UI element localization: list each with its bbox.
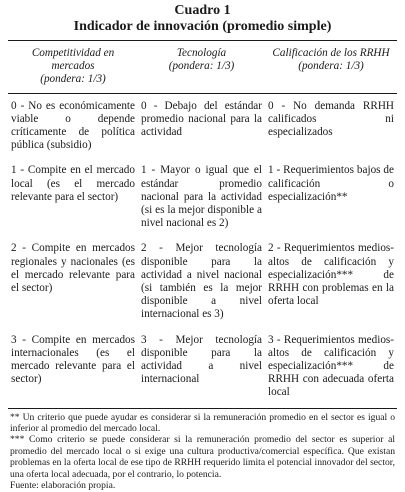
table-cell: 0 - Debajo del estándar promedio nacional para la actividad <box>141 99 262 139</box>
table-title <box>8 0 397 35</box>
header-weight: (pondera: 1/3) <box>298 60 364 73</box>
table-cell: 0 - No es económicamente viable o depende críticamente de política pública (subsidio) <box>11 99 135 152</box>
table-cell: 2 - Mejor tecnología disponible para la actividad a nivel nacional (si también es la mejor disponible a nivel internacional es 3) <box>141 242 262 321</box>
table-cell: 3 - Mejor tecnología disponible para la actividad a nivel internacional <box>141 333 262 386</box>
table-cell: 1 - Mayor o igual que el estándar promedio nacional para la actividad (si es la mejor disponible a nivel nacional es 2) <box>141 164 262 230</box>
header-weight: (pondera: 1/3) <box>168 60 235 73</box>
table-cell: 2 - Compite en mercados regionales y nacionales (es el mercado relevante para el sector) <box>11 242 135 295</box>
source-note: Fuente: elaboración propia. <box>10 480 116 492</box>
header-name: Tecnología <box>176 47 227 59</box>
header-tecnologia <box>138 41 265 93</box>
header-row <box>8 41 397 93</box>
table-row <box>8 330 397 409</box>
table-notes <box>8 409 397 492</box>
table-cell: 1 - Compite en el mercado local (es el mercado relevante para el sector) <box>11 164 135 203</box>
table-cell: 3 - Requerimientos medios-altos de calificación y especialización*** de RRHH con adecuada oferta local <box>268 333 394 399</box>
table-row <box>8 93 397 160</box>
table-cell: 1 - Requerimientos bajos de calificación o especialización** <box>268 164 394 203</box>
innovation-indicator-table <box>8 41 397 409</box>
table-cell: 2 - Requerimientos medios-altos de calificación y especialización*** de RRHH con problemas en la oferta local <box>268 242 394 308</box>
table-caption: Indicador de innovación (promedio simple) <box>73 19 332 34</box>
header-name: Competitividad en mercados <box>31 47 115 73</box>
footnote-double-asterisk: ** Un criterio que puede ayudar es considerar si la remuneración promedio en el sector es igual o inferior al promedio del mercado local. <box>10 411 395 435</box>
footnote-triple-asterisk: *** Como criterio se puede considerar si la remuneración promedio del sector es superior al promedio del mercado local o si exige una cultura productiva/comercial específica. Que existan problemas en la oferta local de ese tipo de RRHH requerido limita el potencial innovador del sector, una oferta local adecuada, por el contrario, lo potencia. <box>10 434 395 480</box>
table-row <box>8 238 397 329</box>
table-cell: 3 - Compite en mercados internacionales (es el mercado relevante para el sector) <box>11 333 135 386</box>
header-weight: (pondera: 1/3) <box>40 73 106 86</box>
header-name: Calificación de los RRHH <box>272 47 390 59</box>
table-number: Cuadro 1 <box>174 3 231 18</box>
header-calificacion <box>265 41 397 93</box>
table-cell: 0 - No demanda RRHH calificados ni especializados <box>268 99 394 139</box>
table-row <box>8 160 397 238</box>
header-competitividad <box>8 41 138 93</box>
